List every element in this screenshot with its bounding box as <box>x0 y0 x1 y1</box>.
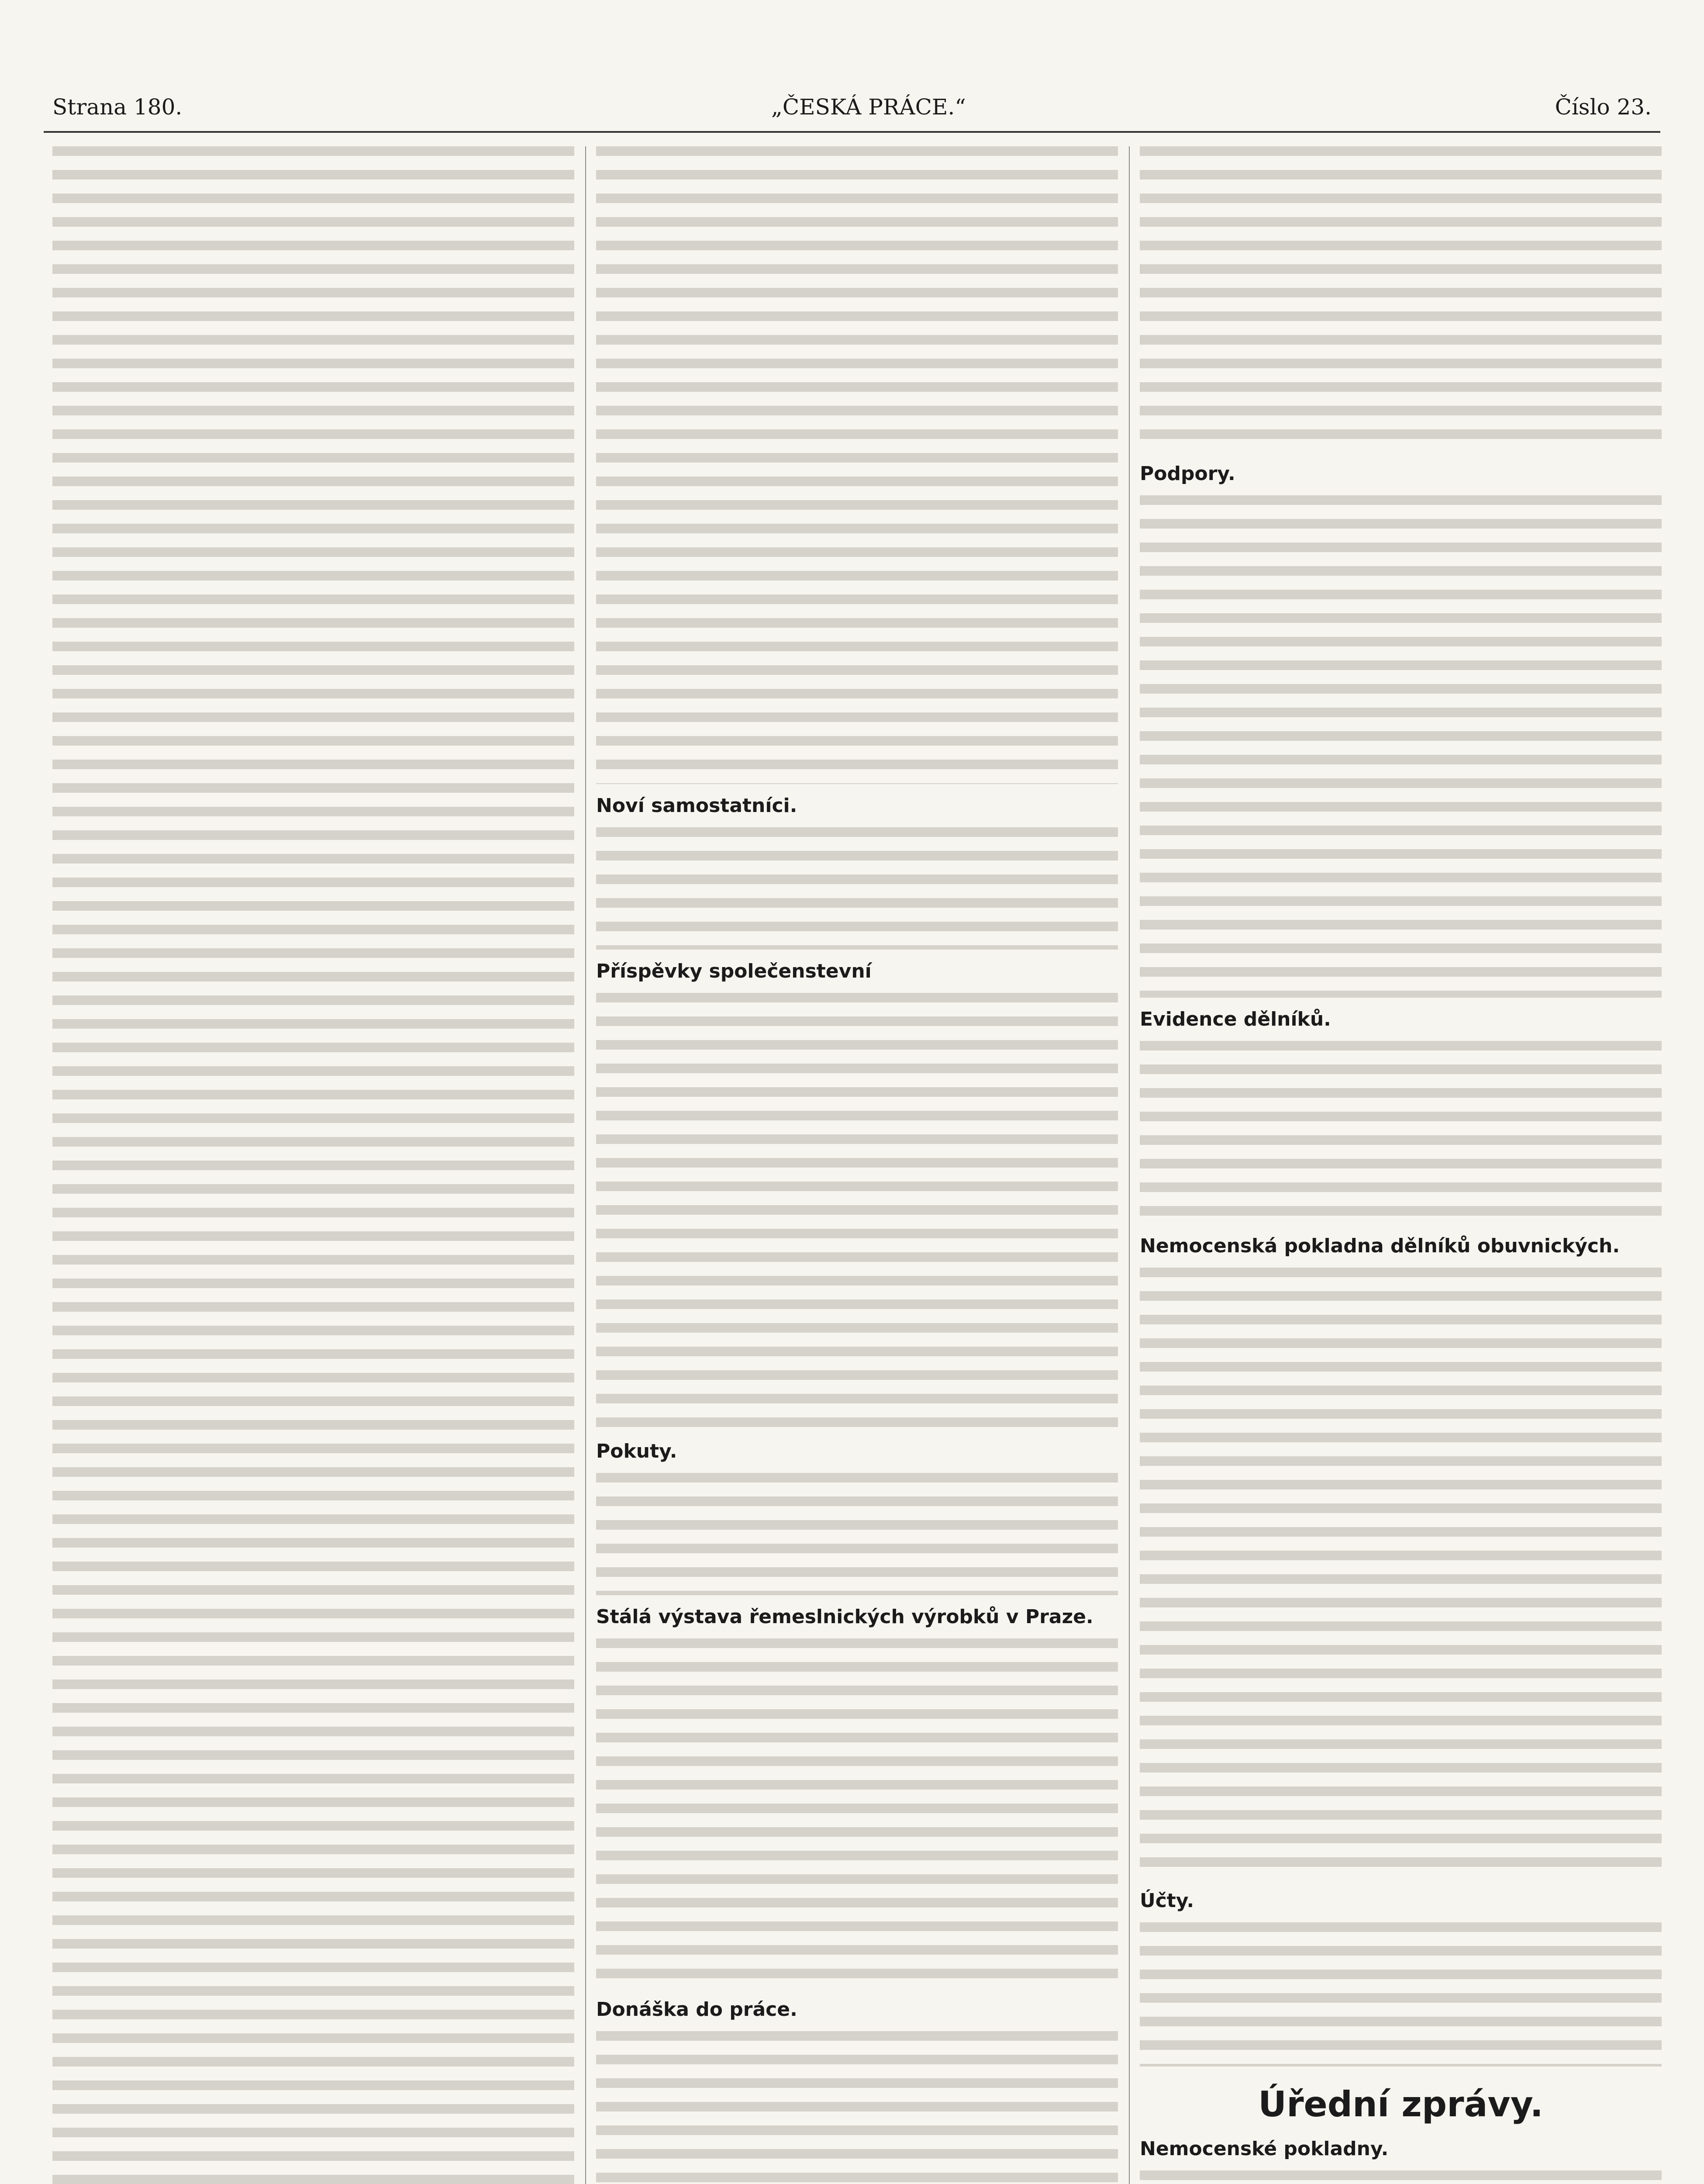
body-text-block <box>596 1638 1118 1988</box>
section-heading: Nemocenské pokladny. <box>1140 2138 1389 2160</box>
header-rule <box>44 131 1660 133</box>
body-text-block <box>596 827 1118 950</box>
section-heading: Donáška do práce. <box>596 1998 797 2021</box>
column-3 <box>1140 146 1662 2184</box>
page-number: Strana 180. <box>52 94 183 120</box>
body-text-block <box>1140 1268 1662 1879</box>
section-heading: Pokuty. <box>596 1440 677 1462</box>
body-text-block <box>1140 1041 1662 1224</box>
column-separator <box>1129 146 1130 2184</box>
body-text-block <box>1140 2170 1662 2184</box>
body-text-block <box>1140 1922 1662 2067</box>
section-heading: Nemocenská pokladna dělníků obuvnických. <box>1140 1235 1620 1257</box>
body-text-block <box>596 2031 1118 2184</box>
body-text-block <box>1140 146 1662 452</box>
section-heading: Noví samostatníci. <box>596 795 797 817</box>
column-1 <box>52 146 574 2184</box>
section-heading: Účty. <box>1140 1890 1194 1912</box>
column-separator <box>585 146 586 2184</box>
column-2 <box>596 146 1118 2184</box>
body-text-block <box>596 993 1118 1430</box>
issue-number: Číslo 23. <box>1555 94 1652 120</box>
section-title: Úřední zprávy. <box>1258 2084 1543 2125</box>
running-header <box>52 87 1652 127</box>
section-heading: Evidence dělníků. <box>1140 1008 1331 1030</box>
body-text-block <box>52 146 574 2184</box>
journal-title: „ČESKÁ PRÁCE.“ <box>771 94 966 120</box>
body-text-block <box>596 1473 1118 1595</box>
body-text-block <box>596 146 1118 784</box>
section-heading: Stálá výstava řemeslnických výrobků v Praze. <box>596 1606 1093 1628</box>
body-text-block <box>1140 495 1662 998</box>
section-heading: Příspěvky společenstevní <box>596 960 872 982</box>
section-heading: Podpory. <box>1140 463 1235 485</box>
